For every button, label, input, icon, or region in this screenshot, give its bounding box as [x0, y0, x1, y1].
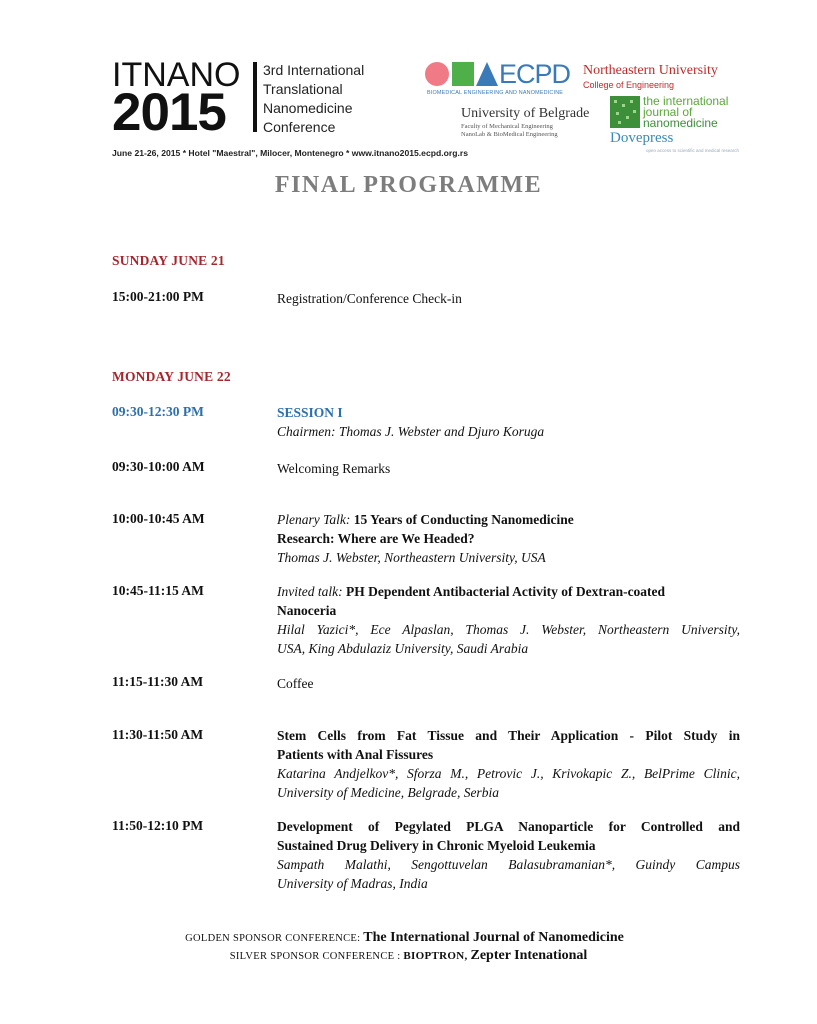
- talk-authors: Hilal Yazici*, Ece Alpaslan, Thomas J. Webster, Northeastern University,: [277, 622, 740, 637]
- talk-title-cont: Sustained Drug Delivery in Chronic Myeloid Leukemia: [277, 838, 596, 853]
- session-title: SESSION I: [277, 405, 343, 420]
- session-block: [277, 403, 740, 441]
- talk-authors: Sampath Malathi, Sengottuvelan Balasubramanian*, Guindy Campus: [277, 857, 740, 872]
- northeastern-sub: College of Engineering: [583, 80, 675, 90]
- talk-type-label: Plenary Talk:: [277, 512, 351, 527]
- conference-line-2: Translational: [263, 81, 343, 97]
- event-block: [277, 817, 740, 893]
- logo-word: ITNANO: [112, 56, 241, 94]
- ecpd-circle-shape: [425, 62, 449, 86]
- event-title: Registration/Conference Check-in: [277, 291, 462, 306]
- talk-title-cont: Research: Where are We Headed?: [277, 531, 475, 546]
- ijn-line-3: nanomedicine: [643, 116, 718, 130]
- ecpd-logo: [425, 60, 585, 102]
- ijn-line-1: the international: [643, 94, 729, 108]
- belgrade-name: University of Belgrade: [461, 106, 590, 121]
- event-block: [277, 510, 740, 567]
- logo-divider: [253, 62, 257, 132]
- talk-authors: Thomas J. Webster, Northeastern University, USA: [277, 550, 546, 565]
- event-block: [277, 582, 740, 658]
- ecpd-square-shape: [452, 62, 474, 86]
- ijn-title: [643, 96, 728, 129]
- event-time: 11:30-11:50 AM: [112, 727, 204, 742]
- ijn-line-2: journal of: [643, 105, 693, 119]
- conference-name: [263, 61, 364, 137]
- gold-sponsor-label: GOLDEN SPONSOR CONFERENCE:: [185, 933, 361, 944]
- event-time: 11:50-12:10 PM: [112, 818, 204, 833]
- itnano-logo: [112, 56, 262, 142]
- day-heading-monday: MONDAY JUNE 22: [112, 369, 231, 384]
- talk-authors: Katarina Andjelkov*, Sforza M., Petrovic J., Krivokapic Z., BelPrime Clinic,: [277, 766, 740, 781]
- conference-line-1: 3rd International: [263, 62, 365, 78]
- event-title: Welcoming Remarks: [277, 461, 391, 476]
- gold-sponsor-name: The International Journal of Nanomedicine: [363, 930, 624, 945]
- ecpd-shapes-icon: [425, 61, 499, 87]
- silver-sponsor-label: SILVER SPONSOR CONFERENCE :: [229, 951, 401, 962]
- talk-authors-cont: University of Medicine, Belgrade, Serbia: [277, 785, 499, 800]
- session-chairs: Chairmen: Thomas J. Webster and Djuro Koruga: [277, 424, 545, 439]
- silver-sponsor-line: [0, 948, 817, 964]
- logo-year: 2015: [112, 83, 226, 142]
- talk-title: Development of Pegylated PLGA Nanoparticle for Controlled and: [277, 819, 740, 834]
- day-heading-sunday: SUNDAY JUNE 21: [112, 253, 225, 268]
- event-title: Coffee: [277, 676, 314, 691]
- talk-title: PH Dependent Antibacterial Activity of Dextran-coated: [345, 584, 666, 599]
- talk-authors-cont: University of Madras, India: [277, 876, 428, 891]
- silver-sponsor-name: Zepter Intenational: [470, 948, 588, 963]
- ecpd-triangle-shape: [476, 62, 498, 86]
- talk-type-label: Invited talk:: [277, 584, 343, 599]
- event-block: [277, 726, 740, 802]
- event-time: 11:15-11:30 AM: [112, 674, 204, 689]
- belgrade-sub-2: NanoLab & BioMedical Engineering: [461, 131, 558, 138]
- talk-title-cont: Patients with Anal Fissures: [277, 747, 434, 762]
- dovepress-sub: open access to scientific and medical research: [646, 148, 740, 153]
- conference-line-3: Nanomedicine: [263, 100, 353, 116]
- event-time: 10:00-10:45 AM: [112, 511, 205, 526]
- talk-title-cont: Nanoceria: [277, 603, 337, 618]
- ecpd-subtitle: BIOMEDICAL ENGINEERING AND NANOMEDICINE: [427, 90, 564, 96]
- northeastern-name: Northeastern University: [583, 63, 718, 78]
- talk-title: Stem Cells from Fat Tissue and Their Application - Pilot Study in: [277, 728, 740, 743]
- event-time: 15:00-21:00 PM: [112, 289, 204, 304]
- event-time: 10:45-11:15 AM: [112, 583, 204, 598]
- talk-title: 15 Years of Conducting Nanomedicine: [353, 512, 574, 527]
- talk-authors-cont: USA, King Abdulaziz University, Saudi Arabia: [277, 641, 529, 656]
- session-time: 09:30-12:30 PM: [112, 404, 204, 419]
- dovepress-name: Dovepress: [610, 130, 674, 146]
- dates-venue: June 21-26, 2015 * Hotel "Maestral", Milocer, Montenegro * www.itnano2015.ecpd.org.rs: [112, 148, 468, 158]
- conference-line-4: Conference: [263, 119, 336, 135]
- silver-sponsor-brand: BIOPTRON,: [403, 950, 468, 962]
- page-title: FINAL PROGRAMME: [274, 172, 543, 198]
- ijn-logo-icon: [610, 96, 640, 128]
- ecpd-name: ECPD: [499, 59, 571, 89]
- event-time: 09:30-10:00 AM: [112, 459, 205, 474]
- gold-sponsor-line: [0, 930, 817, 946]
- belgrade-sub-1: Faculty of Mechanical Engineering: [461, 123, 553, 130]
